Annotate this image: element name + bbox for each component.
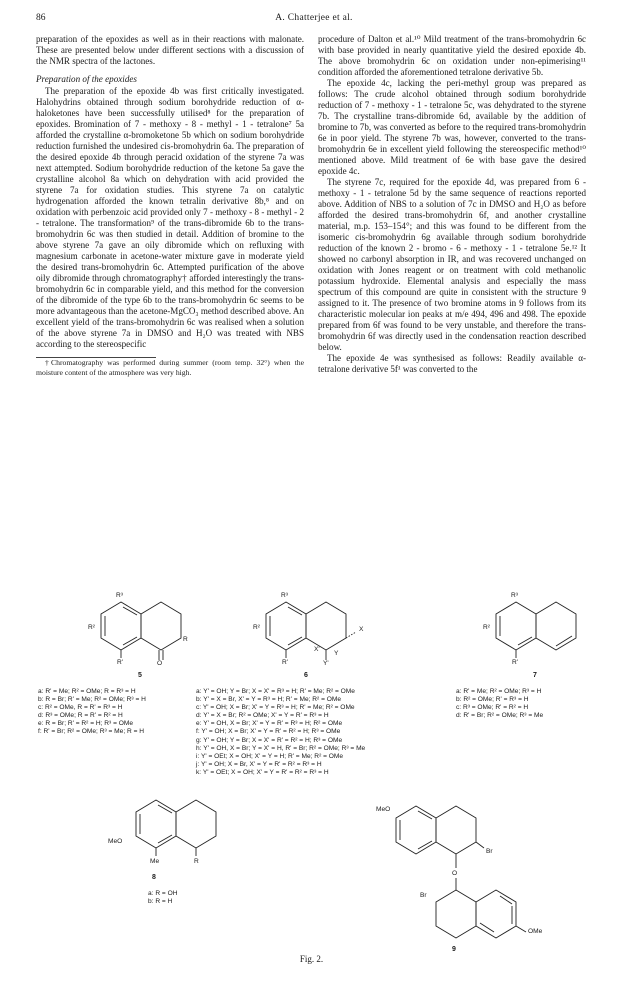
atom-label: R² <box>88 624 95 631</box>
right-column <box>318 34 586 375</box>
structure-5 <box>101 602 181 660</box>
legend-row: e: Y' = OH, X = Br; X' = Y = R' = R³ = H; R² = OMe <box>196 720 343 728</box>
legend-5 <box>38 688 146 737</box>
legend-row: c: Y' = OH; X = Br; X' = Y = R³ = H; R' = Me; R² = OMe <box>196 704 355 712</box>
paragraph: The preparation of the epoxide 4b was first critically investigated. Halohydrins obtained through sodium borohydride reduction of α-haloketones have been successfully utilised⁸ for the preparation of epoxides. Bromination of 7 - methoxy - 8 - methyl - 1 - tetralone⁷ 5a afforded the crystalline α-bromoketone 5b which on sodium borohydride reduction furnished the undesired cis-bromohydrin 6a. The preparation of the desired epoxide 4b through peracid oxidation of the styrene 7a was next attempted. Sodium borohydride reduction of the ketone 5a gave the crystalline alcohol 8a which on dehydration with acid provided the styrene 7a for oxidation studies. This styrene 7a on catalytic hydrogenation afforded the known tetralin derivative 8b,⁸ and on oxidation with perbenzoic acid provided only 7 - methoxy - 8 - methyl - 2 - tetralone. The transformation⁹ of the trans-dibromide 6b to the trans-bromohydrin 6c was then studied in detail. Addition of bromine to the above styrene 7a gave an oily dibromide which on refluxing with magnesium carbonate in acetone-water mixture gave in moderate yield the desired trans-bromohydrin 6c. Attempted purification of the above oily dibromide through chromatography† afforded interestingly the trans-bromohydrin 6c in comparable yield, and this method for the conversion of the dibromide of the type 6b to the trans-bromohydrin 6c seems to be more advantageous than the acetone-MgCO₃ method described above. An excellent yield of the trans-bromohydrin 6c was realised when a solution of the above styrene 7a in DMSO and H₂O was treated with NBS according to the stereospecific <box>36 86 304 349</box>
figure-2 <box>36 592 592 982</box>
figure-caption: Fig. 2. <box>299 954 324 964</box>
structure-7 <box>496 602 576 658</box>
paragraph: procedure of Dalton et al.¹⁰ Mild treatment of the trans-bromohydrin 6c with base provided in nearly quantitative yield the desired epoxide 4b. The above bromohydrin 6c on oxidation under non-epimerising¹¹ condition afforded the aforementioned tetralone derivative 5b. <box>318 34 586 77</box>
legend-row: a: Y' = OH; Y = Br; X = X' = R³ = H; R' = Me; R² = OMe <box>196 688 355 695</box>
atom-label: X <box>359 626 364 633</box>
legend-row: a: R' = Me; R² = OMe; R = R³ = H <box>38 688 136 695</box>
legend-row: b: R² = OMe; R' = R³ = H <box>456 696 529 704</box>
legend-row: j: Y' = OH; X = Br, X' = Y = R' = R² = R³ = H <box>196 760 322 768</box>
paragraph: The epoxide 4e was synthesised as follows: Readily available α-tetralone derivative 5f¹ was converted to the <box>318 353 586 374</box>
legend-row: c: R² = OMe, R = R' = R³ = H <box>38 704 123 712</box>
atom-label: OMe <box>528 928 543 935</box>
running-head: A. Chatterjee et al. <box>275 13 353 23</box>
legend-row: e: R = Br; R' = R² = H; R³ = OMe <box>38 720 134 728</box>
section-heading: Preparation of the epoxides <box>36 74 137 84</box>
legend-8 <box>148 890 178 906</box>
legend-7 <box>456 688 543 720</box>
paragraph: preparation of the epoxides as well as in their reactions with malonate. These are presented below under different sections with a discussion of the NMR spectra of the lactones. <box>36 34 304 66</box>
legend-row: a: R' = Me; R² = OMe; R³ = H <box>456 688 542 695</box>
atom-label: Y' <box>323 660 329 667</box>
legend-row: d: Y' = X = Br; R² = OMe; X' = Y = R' = R³ = H <box>196 712 329 720</box>
atom-label: MeO <box>108 838 123 845</box>
legend-row: d: R' = Br; R² = OMe; R³ = Me <box>456 712 544 720</box>
atom-label: R <box>183 636 188 643</box>
legend-row: f: Y' = OH; X = Br; X' = Y = R' = R² = H; R³ = OMe <box>196 728 341 736</box>
atom-label: R' <box>282 659 289 666</box>
structure-6 <box>266 602 356 660</box>
compound-number: 9 <box>452 946 456 953</box>
atom-label: R³ <box>281 592 288 599</box>
legend-row: d: R³ = OMe; R = R' = R² = H <box>38 712 123 720</box>
compound-number: 8 <box>152 874 156 881</box>
compound-number: 6 <box>304 672 308 679</box>
legend-row: i: Y' = OEt; X = OH; X' = Y = H; R' = Me; R² = OMe <box>196 752 344 760</box>
atom-label: Br <box>486 848 493 855</box>
paragraph: The epoxide 4c, lacking the peri-methyl group was prepared as follows: The crude alcohol obtained through sodium borohydride reduction of 7 - methoxy - 1 - tetralone 5c, was dehydrated to the styrene 7b. The crystalline trans-dibromide 6d, available by the addition of bromine to 7b, was converted as before to the required trans-bromohydrin 6e in poor yield. The styrene 7b was, however, converted to the trans-bromohydrin 6e in excellent yield following the stereospecific method¹⁰ mentioned above. Mild treatment of 6e with base gave the desired epoxide 4c. <box>318 78 586 176</box>
page-number: 86 <box>36 13 46 23</box>
legend-row: b: R = H <box>148 898 173 906</box>
legend-row: k: Y' = OEt; X = OH; X' = Y = R' = R² = R³ = H <box>196 768 329 776</box>
legend-row: f: R' = Br; R² = OMe; R³ = Me; R = H <box>38 728 145 736</box>
structure-8 <box>136 800 216 856</box>
legend-row: h: Y' = OH, X = Br; Y = X' = H, R' = Br; R² = OMe; R³ = Me <box>196 744 366 752</box>
atom-label: MeO <box>376 806 391 813</box>
atom-label: R³ <box>511 592 518 599</box>
page-header <box>36 13 592 27</box>
paragraph: The styrene 7c, required for the epoxide 4d, was prepared from 6 - methoxy - 1 - tetralone 5d by the same sequence of reactions reported above. Addition of NBS to a solution of 7c in DMSO and H₂O as before afforded the desired trans-bromohydrin 6f, and another crystalline material, m.p. 153–154°; and this was found to be different from the isomeric cis-bromohydrin 6g available through sodium borohydride reduction of the known 2 - bromo - 6 - methoxy - 1 - tetralone 5e.¹² It showed no carbonyl absorption in IR, and was recovered unchanged on oxidation with Jones reagent or on treatment with cold methanolic potassium hydroxide. Elemental analysis and especially the mass spectrum of this compound are quite in consistent with the structure 9 assigned to it. The presence of two bromine atoms in 9 follows from its characteristic molecular ion peaks at m/e 494, 496 and 498. The epoxide prepared from 6f was found to be very unstable, and therefore the trans-bromohydrin 6f was directly used in the condensation reaction described below. <box>318 177 586 352</box>
atom-label: Br <box>420 892 427 899</box>
legend-row: g: Y' = OH; Y = Br; X = X' = R' = R² = H; R³ = OMe <box>196 736 343 744</box>
legend-6 <box>196 688 365 777</box>
compound-number: 5 <box>138 672 142 679</box>
atom-label: Y <box>334 650 339 657</box>
atom-label: Me <box>150 858 160 865</box>
legend-row: c: R³ = OMe; R' = R² = H <box>456 704 529 712</box>
legend-row: b: Y' = X = Br, X' = Y = R³ = H; R' = Me; R² = OMe <box>196 696 342 704</box>
atom-label: O <box>157 660 163 667</box>
structure-9 <box>396 806 526 938</box>
legend-row: a: R = OH <box>148 890 178 897</box>
legend-row: b: R = Br; R' = Me; R² = OMe; R³ = H <box>38 696 146 704</box>
atom-label: R' <box>512 659 519 666</box>
atom-label: R' <box>117 659 124 666</box>
atom-label: X' <box>314 646 320 653</box>
atom-label: R³ <box>116 592 123 599</box>
footnote: †Chromatography was performed during summer (room temp. 32°) when the moisture content of the atmosphere was very high. <box>36 358 304 377</box>
atom-label: R <box>194 858 199 865</box>
atom-label: O <box>452 870 458 877</box>
compound-number: 7 <box>533 672 537 679</box>
left-column <box>36 34 304 377</box>
atom-label: R² <box>483 624 490 631</box>
atom-label: R² <box>253 624 260 631</box>
